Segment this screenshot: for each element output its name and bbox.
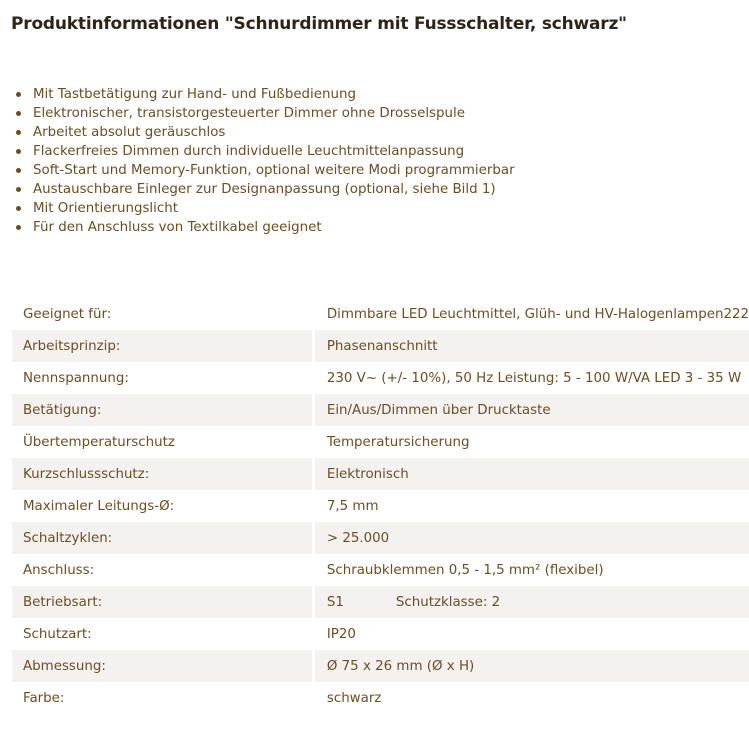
table-row: [12, 458, 749, 490]
spec-label: Geeignet für:: [12, 298, 315, 330]
bullet-icon: [16, 206, 21, 211]
spec-value: Ø 75 x 26 mm (Ø x H): [315, 650, 749, 682]
feature-text: Flackerfreies Dimmen durch individuelle Leuchtmittelanpassung: [33, 144, 465, 159]
table-row: [12, 522, 749, 554]
table-row: [12, 490, 749, 522]
spec-value: IP20: [326, 626, 356, 642]
spec-value: Schraubklemmen 0,5 - 1,5 mm² (flexibel): [326, 562, 604, 578]
spec-label: Kurzschlussschutz:: [12, 458, 315, 490]
feature-item: [0, 199, 515, 218]
feature-item: [0, 161, 515, 180]
spec-value: Dimmbare LED Leuchtmittel, Glüh- und HV-Halogenlampen222: [326, 306, 749, 322]
feature-text: Mit Tastbetätigung zur Hand- und Fußbedienung: [33, 87, 356, 102]
spec-value: Temperatursicherung: [326, 434, 470, 450]
feature-item: [0, 123, 515, 142]
feature-item: [0, 180, 515, 199]
spec-label: Arbeitsprinzip:: [12, 330, 315, 362]
table-row: [12, 618, 749, 650]
spec-label: Betriebsart:: [12, 586, 315, 618]
page-title: Produktinformationen "Schnurdimmer mit Fussschalter, schwarz": [11, 14, 627, 34]
spec-label: Abmessung:: [12, 650, 315, 682]
spec-value-extra: Schutzklasse: 2: [395, 594, 501, 610]
feature-item: [0, 218, 515, 237]
spec-value-main: S1: [326, 594, 344, 610]
table-row: [12, 426, 749, 458]
spec-value: [315, 586, 749, 618]
feature-text: Austauschbare Einleger zur Designanpassung (optional, siehe Bild 1): [33, 182, 496, 197]
spec-label: Farbe:: [12, 682, 315, 714]
table-row: [12, 650, 749, 682]
feature-item: [0, 85, 515, 104]
bullet-icon: [16, 149, 21, 154]
feature-text: Mit Orientierungslicht: [33, 201, 178, 216]
table-row: [12, 682, 749, 714]
spec-value: 230 V~ (+/- 10%), 50 Hz Leistung: 5 - 100 W/VA LED 3 - 35 W: [326, 370, 742, 386]
spec-label: Maximaler Leitungs-Ø:: [12, 490, 315, 522]
spec-label: Betätigung:: [12, 394, 315, 426]
spec-value: Ein/Aus/Dimmen über Drucktaste: [315, 394, 749, 426]
spec-table: [12, 298, 749, 714]
bullet-icon: [16, 92, 21, 97]
spec-label: Schaltzyklen:: [12, 522, 315, 554]
table-row: [12, 554, 749, 586]
feature-text: Arbeitet absolut geräuschlos: [33, 125, 226, 140]
feature-text: Für den Anschluss von Textilkabel geeignet: [33, 220, 322, 235]
feature-text: Elektronischer, transistorgesteuerter Dimmer ohne Drosselspule: [33, 106, 465, 121]
table-row: [12, 586, 749, 618]
feature-item: [0, 104, 515, 123]
feature-list: [0, 85, 515, 237]
feature-item: [0, 142, 515, 161]
table-row: [12, 362, 749, 394]
spec-value: 7,5 mm: [326, 498, 379, 514]
spec-value: Phasenanschnitt: [315, 330, 749, 362]
bullet-icon: [16, 225, 21, 230]
spec-label: Anschluss:: [12, 554, 315, 586]
spec-label: Nennspannung:: [12, 362, 315, 394]
spec-label: Schutzart:: [12, 618, 315, 650]
spec-value: > 25.000: [315, 522, 749, 554]
table-row: [12, 394, 749, 426]
bullet-icon: [16, 130, 21, 135]
bullet-icon: [16, 111, 21, 116]
spec-value: schwarz: [326, 690, 382, 706]
feature-text: Soft-Start und Memory-Funktion, optional weitere Modi programmierbar: [33, 163, 515, 178]
table-row: [12, 330, 749, 362]
spec-label: Übertemperaturschutz: [12, 426, 315, 458]
spec-value: Elektronisch: [315, 458, 749, 490]
bullet-icon: [16, 187, 21, 192]
bullet-icon: [16, 168, 21, 173]
table-row: [12, 298, 749, 330]
